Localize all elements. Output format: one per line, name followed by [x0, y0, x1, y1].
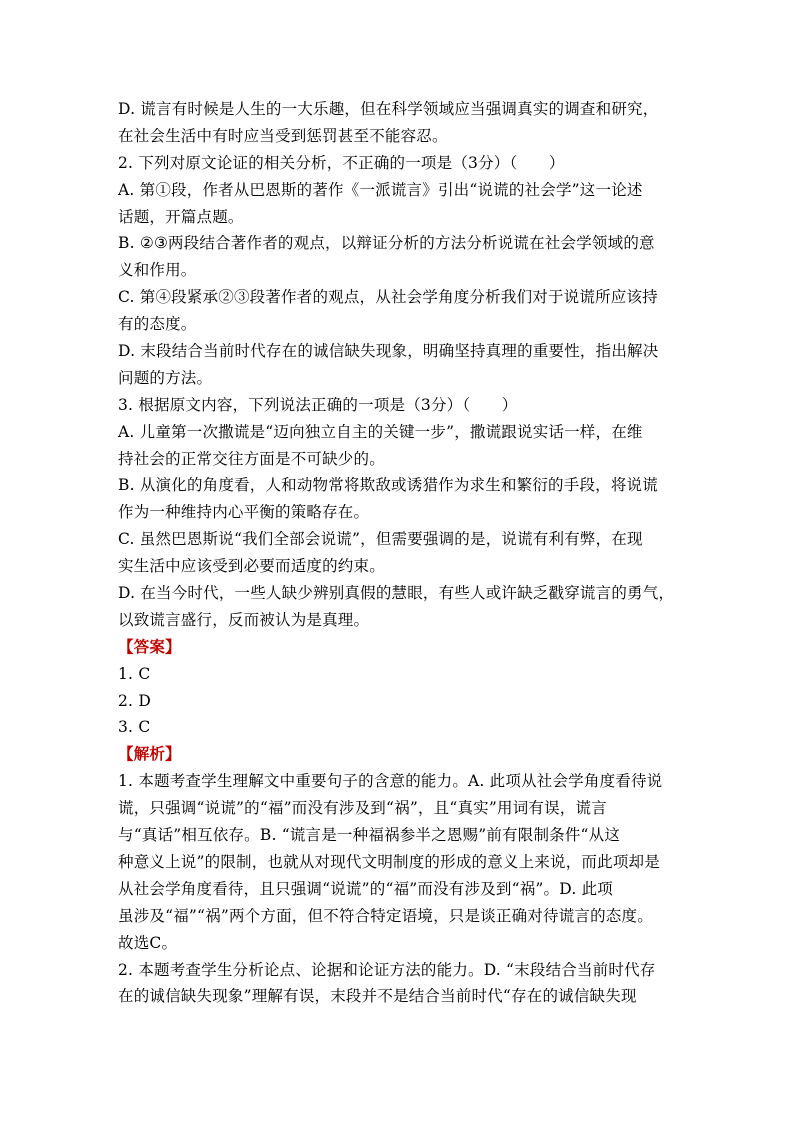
text-line: 有的态度。 [118, 315, 197, 334]
text-line: 2. 本题考查学生分析论点、论据和论证方法的能力。D. “末段结合当前时代存 [118, 960, 656, 979]
answer-item: 2. D [118, 691, 151, 710]
text-line: A. 第①段，作者从巴恩斯的著作《一派谎言》引出“说谎的社会学”这一论述 [118, 180, 643, 199]
text-line: D. 谎言有时候是人生的一大乐趣，但在科学领域应当强调真实的调查和研究， [118, 100, 659, 118]
text-line: 谎，只强调“说谎”的“福”而没有涉及到“祸”，且“真实”用词有误，谎言 [118, 799, 607, 818]
text-line: 1. 本题考查学生理解文中重要句子的含意的能力。A. 此项从社会学角度看待说 [118, 772, 663, 791]
text-line: 在社会生活中有时应当受到惩罚甚至不能容忍。 [118, 126, 448, 145]
text-line: C. 第④段紧承②③段著作者的观点，从社会学角度分析我们对于说谎所应该持 [118, 288, 658, 307]
text-line: 虽涉及“福”“祸”两个方面，但不符合特定语境，只是谈正确对待谎言的态度。 [118, 906, 653, 925]
text-line: 话题，开篇点题。 [118, 207, 244, 226]
text-line: B. 从演化的角度看，人和动物常将欺敌或诱猎作为求生和繁衍的手段，将说谎 [118, 476, 658, 495]
text-line: 与“真话”相互依存。B. “谎言是一种福祸参半之恩赐”前有限制条件“从这 [118, 826, 621, 845]
answer-item: 1. C [118, 664, 151, 683]
text-line: D. 末段结合当前时代存在的诚信缺失现象，明确坚持真理的重要性，指出解决 [118, 342, 659, 361]
text-line: 在的诚信缺失现象”理解有误，末段并不是结合当前时代“存在的诚信缺失现 [118, 987, 637, 1006]
text-line: 义和作用。 [118, 261, 197, 280]
text-line: D. 在当今时代，一些人缺少辨别真假的慧眼，有些人或许缺乏戳穿谎言的勇气， [118, 584, 675, 603]
answer-heading: 【答案】 [118, 636, 181, 656]
document-body [118, 96, 678, 1010]
text-line: A. 儿童第一次撒谎是“迈向独立自主的关键一步”，撒谎跟说实话一样，在维 [118, 422, 643, 441]
text-line: 种意义上说”的限制，也就从对现代文明制度的形成的意义上来说，而此项却是 [118, 852, 660, 871]
text-line: B. ②③两段结合著作者的观点，以辩证分析的方法分析说谎在社会学领域的意 [118, 234, 655, 253]
text-line: 持社会的正常交往方面是不可缺少的。 [118, 449, 385, 468]
analysis-heading: 【解析】 [118, 744, 181, 764]
question-2-stem: 2. 下列对原文论证的相关分析，不正确的一项是（3分）（ ） [118, 153, 565, 172]
text-line: 问题的方法。 [118, 368, 213, 387]
text-line: 从社会学角度看待，且只强调“说谎”的“福”而没有涉及到“祸”。D. 此项 [118, 879, 613, 898]
answer-item: 3. C [118, 718, 151, 737]
text-line: 实生活中应该受到必要而适度的约束。 [118, 557, 385, 576]
text-line: 以致谎言盛行，反而被认为是真理。 [118, 610, 370, 629]
text-line: 作为一种维持内心平衡的策略存在。 [118, 503, 370, 522]
text-line: 故选C。 [118, 933, 178, 952]
question-3-stem: 3. 根据原文内容，下列说法正确的一项是（3分）（ ） [118, 395, 518, 414]
text-line: C. 虽然巴恩斯说“我们全部会说谎”，但需要强调的是，说谎有利有弊，在现 [118, 530, 643, 549]
